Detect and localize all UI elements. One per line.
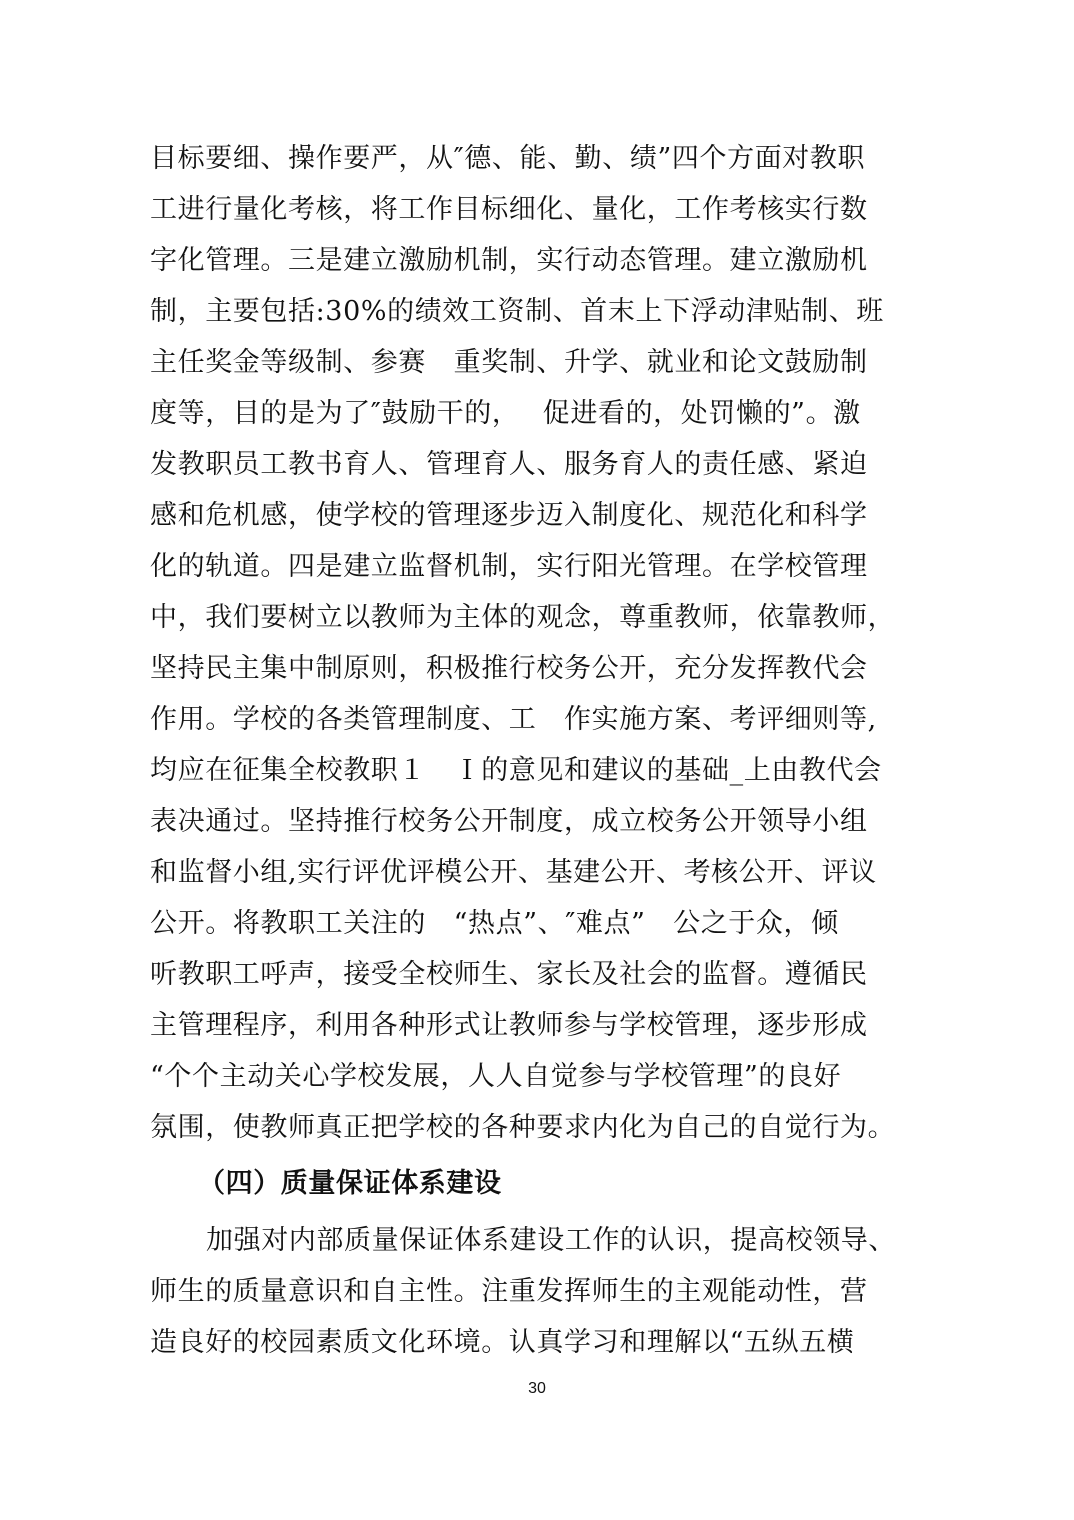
text-line: 坚持民主集中制原则，积极推行校务公开，充分发挥教代会 (150, 653, 868, 684)
text-line: 制，主要包括:30%的绩效工资制、首末上下浮动津贴制、班 (150, 296, 884, 327)
text-line: 主管理程序，利用各种形式让教师参与学校管理，逐步形成 (150, 1010, 868, 1041)
text-line: 公开。将教职工关注的 “热点”、″难点” 公之于众，倾 (150, 908, 839, 939)
text-line: 均应在征集全校教职１ Ｉ的意见和建议的基础_上由教代会 (150, 755, 882, 786)
text-line: 发教职员工教书育人、管理育人、服务育人的责任感、紧迫 (150, 449, 868, 480)
text-line: “个个主动关心学校发展，人人自觉参与学校管理”的良好 (150, 1061, 842, 1092)
section-heading: （四）质量保证体系建设 (198, 1168, 502, 1199)
page-number: 30 (528, 1380, 546, 1397)
text-line: 感和危机感，使学校的管理逐步迈入制度化、规范化和科学 (150, 500, 868, 531)
text-line: 加强对内部质量保证体系建设工作的认识，提高校领导、 (206, 1225, 896, 1256)
text-line: 和监督小组,实行评优评模公开、基建公开、考核公开、评议 (150, 857, 877, 888)
body-text (150, 137, 980, 1372)
text-line: 造良好的校园素质文化环境。认真学习和理解以“五纵五横 (150, 1327, 855, 1358)
text-line: 度等，目的是为了″鼓励干的， 促进看的，处罚懒的”。激 (150, 398, 861, 429)
text-line: 化的轨道。四是建立监督机制，实行阳光管理。在学校管理 (150, 551, 868, 582)
text-line: 中，我们要树立以教师为主体的观念，尊重教师，依靠教师， (150, 602, 896, 633)
text-line: 主任奖金等级制、参赛 重奖制、升学、就业和论文鼓励制 (150, 347, 868, 378)
text-line: 氛围，使教师真正把学校的各种要求内化为自己的自觉行为。 (150, 1112, 896, 1143)
text-line: 师生的质量意识和自主性。注重发挥师生的主观能动性，营 (150, 1276, 868, 1307)
text-line: 目标要细、操作要严，从″德、能、勤、绩”四个方面对教职 (150, 143, 866, 174)
text-line: 工进行量化考核，将工作目标细化、量化，工作考核实行数 (150, 194, 868, 225)
text-line: 字化管理。三是建立激励机制，实行动态管理。建立激励机 (150, 245, 868, 276)
text-line: 作用。学校的各类管理制度、工 作实施方案、考评细则等, (150, 704, 877, 735)
text-line: 表决通过。坚持推行校务公开制度，成立校务公开领导小组 (150, 806, 868, 837)
text-line: 听教职工呼声，接受全校师生、家长及社会的监督。遵循民 (150, 959, 868, 990)
